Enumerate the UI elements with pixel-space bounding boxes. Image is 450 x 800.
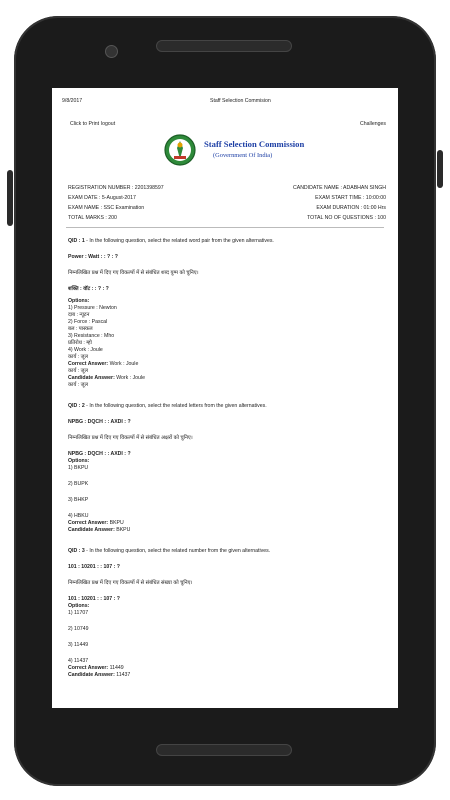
volume-button — [7, 170, 13, 226]
logout-link[interactable]: logout — [101, 121, 116, 127]
question-3-instruction: QID : 3 - In the following question, select the related number from the given alternatives. — [68, 548, 271, 554]
options-label: Options: — [68, 603, 90, 609]
total-marks: TOTAL MARKS : 200 — [68, 215, 117, 221]
option-item: 1) Pressure : Newton — [68, 305, 117, 311]
option-item: बल : पास्कल — [68, 326, 93, 332]
earpiece-speaker — [156, 40, 292, 52]
correct-answer: Correct Answer: Work : Joule — [68, 361, 139, 367]
correct-answer: Correct Answer: 11449 — [68, 665, 124, 671]
organization-name: Staff Selection Commission — [204, 139, 305, 149]
options-label: Options: — [68, 458, 90, 464]
challenges-link[interactable]: Challenges — [360, 121, 386, 127]
question-1-hindi-instruction: निम्नलिखित प्रश्न में दिए गए विकल्पों में से संबंधित शब्द युग्म को चुनिए। — [68, 270, 199, 276]
print-date: 9/8/2017 — [62, 98, 83, 104]
option-item: प्रतिरोध : म्हो — [68, 340, 92, 346]
exam-start-time: EXAM START TIME : 10:00:00 — [315, 195, 386, 201]
candidate-answer: Candidate Answer: Work : Joule — [68, 375, 145, 381]
correct-answer-hindi: कार्य : जूल — [68, 368, 89, 374]
option-item: 2) Force : Pascal — [68, 319, 108, 325]
candidate-answer: Candidate Answer: BKPU — [68, 527, 131, 533]
question-3-hindi-prompt: 101 : 10201 : : 107 : ? — [68, 596, 120, 602]
result-document — [52, 88, 398, 708]
screen — [52, 88, 398, 708]
front-camera-icon — [105, 45, 118, 58]
option-item: 3) Resistance : Mho — [68, 333, 115, 339]
page-header-title: Staff Selection Commision — [210, 98, 271, 104]
question-2-instruction: QID : 2 - In the following question, select the related letters from the given alternatives. — [68, 403, 267, 409]
question-list — [68, 238, 386, 679]
question-1-prompt: Power : Watt : : ? : ? — [68, 254, 118, 260]
exam-duration: EXAM DURATION : 01:00 Hrs — [316, 205, 386, 211]
option-item: कार्य : जूल — [68, 354, 89, 360]
organization-subtitle: (Government Of India) — [213, 152, 273, 159]
power-button — [437, 150, 443, 188]
option-item: 1) BKPU — [68, 465, 89, 471]
option-item: 3) BHKP — [68, 497, 89, 503]
question-1-instruction: QID : 1 - In the following question, select the related word pair from the given alternatives. — [68, 238, 274, 244]
exam-date: EXAM DATE : 5-August-2017 — [68, 195, 136, 201]
question-1-hindi-prompt: शक्ति : वॉट : : ? : ? — [68, 286, 109, 292]
option-item: 4) HBKU — [68, 513, 89, 519]
option-item: 4) Work : Joule — [68, 347, 103, 353]
option-item: 4) 11437 — [68, 658, 89, 664]
option-item: दाब : न्यूटन — [68, 312, 90, 318]
question-2-hindi-prompt: NPBG : DQCH : : AXDI : ? — [68, 451, 131, 457]
divider — [66, 227, 384, 228]
option-item: 2) 10749 — [68, 626, 89, 632]
candidate-name: CANDIDATE NAME : ADABHAN SINGH — [292, 185, 386, 191]
bottom-speaker — [156, 744, 292, 756]
option-item: 2) BUPK — [68, 481, 89, 487]
ssc-emblem-icon — [164, 132, 196, 168]
exam-name: EXAM NAME : SSC Examination — [68, 205, 145, 211]
registration-number: REGISTRATION NUMBER : 2201398597 — [68, 185, 164, 191]
option-item: 3) 11449 — [68, 642, 89, 648]
question-2-prompt: NPBG : DQCH : : AXDI : ? — [68, 419, 131, 425]
candidate-answer: Candidate Answer: 11437 — [68, 672, 131, 678]
question-3-hindi-instruction: निम्नलिखित प्रश्न में दिए गए विकल्पों में से संबंधित संख्या को चुनिए। — [68, 580, 193, 586]
question-2-hindi-instruction: निम्नलिखित प्रश्न में दिए गए विकल्पों में से संबंधित अक्षरों को चुनिए। — [68, 435, 193, 441]
candidate-answer-hindi: कार्य : जूल — [68, 382, 89, 388]
question-3-prompt: 101 : 10201 : : 107 : ? — [68, 564, 120, 570]
correct-answer: Correct Answer: BKPU — [68, 520, 124, 526]
total-questions: TOTAL NO OF QUESTIONS : 100 — [307, 215, 386, 221]
option-item: 1) 11707 — [68, 610, 89, 616]
click-to-print-link[interactable]: Click to Print — [70, 121, 100, 127]
options-label: Options: — [68, 298, 90, 304]
